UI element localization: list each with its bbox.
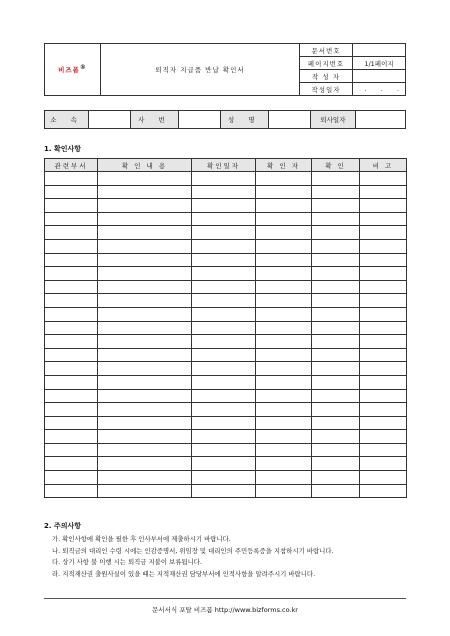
section-title-notes: 2. 주의사항	[44, 522, 82, 530]
table-cell[interactable]	[256, 294, 312, 308]
table-cell[interactable]	[98, 416, 192, 430]
check-table	[44, 158, 407, 498]
table-cell[interactable]	[360, 335, 407, 349]
table-cell[interactable]	[192, 484, 256, 498]
note-item: 가. 확인사항에 확인을 필한 후 인사부서에 제출하시기 바랍니다.	[52, 535, 231, 543]
table-cell[interactable]	[256, 348, 312, 362]
page-number-label: 페이지번호	[300, 57, 353, 70]
table-row	[45, 403, 407, 417]
column-header-confirm: 확 인	[312, 159, 360, 172]
table-cell[interactable]	[360, 457, 407, 471]
table-cell[interactable]	[45, 307, 98, 321]
table-cell[interactable]	[192, 416, 256, 430]
note-item: 라. 지적재산권 출원사실이 있을 때는 지적재산권 담당부서에 인적사항을 알려주시기 바랍니다.	[52, 569, 316, 578]
table-cell[interactable]	[192, 172, 256, 186]
logo-mark: ®	[79, 64, 87, 72]
document-header	[44, 43, 406, 96]
emp-no-field[interactable]	[178, 111, 220, 129]
table-cell[interactable]	[360, 403, 407, 417]
table-row	[45, 430, 407, 444]
table-cell[interactable]	[98, 335, 192, 349]
doc-number-label: 문서번호	[300, 44, 353, 57]
table-cell[interactable]	[192, 362, 256, 376]
table-cell[interactable]	[98, 471, 192, 485]
table-cell[interactable]	[98, 430, 192, 444]
table-cell[interactable]	[256, 375, 312, 389]
table-cell[interactable]	[256, 307, 312, 321]
check-table-body	[45, 172, 407, 498]
table-row	[45, 375, 407, 389]
column-header-remarks: 비 고	[360, 159, 407, 172]
table-cell[interactable]	[98, 267, 192, 281]
table-cell[interactable]	[256, 280, 312, 294]
table-cell[interactable]	[192, 239, 256, 253]
bizforms-logo	[45, 44, 101, 96]
doc-number-value[interactable]	[353, 44, 406, 57]
table-row	[45, 280, 407, 294]
table-cell[interactable]	[256, 430, 312, 444]
table-cell[interactable]	[312, 484, 360, 498]
table-row	[45, 457, 407, 471]
table-cell[interactable]	[360, 484, 407, 498]
table-row	[45, 389, 407, 403]
table-cell[interactable]	[312, 267, 360, 281]
table-cell[interactable]	[360, 253, 407, 267]
table-cell[interactable]	[360, 443, 407, 457]
table-cell[interactable]	[312, 212, 360, 226]
table-cell[interactable]	[312, 471, 360, 485]
table-cell[interactable]	[192, 457, 256, 471]
table-cell[interactable]	[256, 253, 312, 267]
table-cell[interactable]	[312, 307, 360, 321]
table-cell[interactable]	[98, 389, 192, 403]
table-cell[interactable]	[312, 321, 360, 335]
table-cell[interactable]	[45, 267, 98, 281]
dept-field[interactable]	[89, 111, 131, 129]
emp-no-label: 사 번	[130, 111, 178, 129]
column-header-department: 관련부서	[45, 159, 98, 172]
table-row	[45, 443, 407, 457]
table-row	[45, 321, 407, 335]
table-cell[interactable]	[192, 471, 256, 485]
table-cell[interactable]	[360, 416, 407, 430]
table-cell[interactable]	[192, 348, 256, 362]
table-cell[interactable]	[45, 484, 98, 498]
table-cell[interactable]	[98, 362, 192, 376]
table-cell[interactable]	[360, 239, 407, 253]
table-cell[interactable]	[312, 362, 360, 376]
table-cell[interactable]	[45, 212, 98, 226]
table-cell[interactable]	[192, 199, 256, 213]
table-cell[interactable]	[192, 280, 256, 294]
table-cell[interactable]	[256, 471, 312, 485]
table-row	[45, 212, 407, 226]
table-cell[interactable]	[312, 239, 360, 253]
table-cell[interactable]	[312, 457, 360, 471]
table-row	[45, 267, 407, 281]
table-cell[interactable]	[360, 375, 407, 389]
table-row	[45, 471, 407, 485]
table-cell[interactable]	[256, 212, 312, 226]
table-cell[interactable]	[192, 403, 256, 417]
column-header-checker: 확 인 자	[256, 159, 312, 172]
table-cell[interactable]	[256, 185, 312, 199]
table-cell[interactable]	[98, 199, 192, 213]
table-cell[interactable]	[98, 375, 192, 389]
table-cell[interactable]	[360, 294, 407, 308]
table-cell[interactable]	[98, 348, 192, 362]
table-cell[interactable]	[312, 226, 360, 240]
section-title-checks: 1. 확인사항	[44, 145, 82, 153]
notes-list	[52, 534, 334, 580]
author-value[interactable]	[353, 70, 406, 83]
table-cell[interactable]	[360, 471, 407, 485]
retire-date-field[interactable]	[356, 111, 406, 129]
table-cell[interactable]	[312, 389, 360, 403]
table-cell[interactable]	[45, 403, 98, 417]
check-table-header	[45, 159, 407, 172]
table-row	[45, 362, 407, 376]
table-cell[interactable]	[312, 172, 360, 186]
author-label: 작 성 자	[300, 70, 353, 83]
table-cell[interactable]	[192, 294, 256, 308]
logo-brand: 비즈폼	[58, 66, 80, 75]
table-cell[interactable]	[312, 335, 360, 349]
table-cell[interactable]	[45, 457, 98, 471]
table-cell[interactable]	[256, 321, 312, 335]
table-cell[interactable]	[360, 226, 407, 240]
name-label: 성 명	[220, 111, 268, 129]
footer-divider	[44, 598, 406, 599]
table-cell[interactable]	[45, 362, 98, 376]
table-cell[interactable]	[98, 321, 192, 335]
table-cell[interactable]	[256, 335, 312, 349]
table-cell[interactable]	[45, 199, 98, 213]
table-cell[interactable]	[192, 430, 256, 444]
dept-label: 소 속	[45, 111, 89, 129]
table-cell[interactable]	[360, 267, 407, 281]
table-cell[interactable]	[360, 389, 407, 403]
table-cell[interactable]	[360, 430, 407, 444]
table-cell[interactable]	[312, 185, 360, 199]
table-cell[interactable]	[45, 280, 98, 294]
table-cell[interactable]	[312, 199, 360, 213]
table-cell[interactable]	[45, 443, 98, 457]
note-item: 나. 퇴직금의 대리인 수령 시에는 인감증명서, 위임장 및 대리인의 주민등록증을 지참하시기 바랍니다.	[52, 546, 334, 555]
table-cell[interactable]	[256, 267, 312, 281]
table-row	[45, 294, 407, 308]
table-cell[interactable]	[98, 280, 192, 294]
created-date-label: 작성일자	[300, 83, 353, 96]
table-cell[interactable]	[312, 348, 360, 362]
table-cell[interactable]	[192, 389, 256, 403]
document-title: 퇴직자 지급품 반납 확인서	[101, 44, 300, 96]
table-cell[interactable]	[312, 443, 360, 457]
employee-info-table	[44, 110, 406, 129]
table-cell[interactable]	[98, 239, 192, 253]
table-cell[interactable]	[312, 280, 360, 294]
table-cell[interactable]	[312, 375, 360, 389]
table-cell[interactable]	[45, 335, 98, 349]
table-cell[interactable]	[45, 294, 98, 308]
table-cell[interactable]	[256, 389, 312, 403]
retire-date-label: 퇴사일자	[310, 111, 356, 129]
table-row	[45, 348, 407, 362]
table-cell[interactable]	[45, 172, 98, 186]
table-cell[interactable]	[312, 403, 360, 417]
column-header-check-date: 확인일자	[192, 159, 256, 172]
table-cell[interactable]	[192, 375, 256, 389]
table-cell[interactable]	[192, 321, 256, 335]
table-cell[interactable]	[98, 212, 192, 226]
table-cell[interactable]	[192, 253, 256, 267]
table-cell[interactable]	[360, 212, 407, 226]
page-number-value: 1/1페이지	[353, 57, 406, 70]
table-cell[interactable]	[98, 253, 192, 267]
table-cell[interactable]	[45, 253, 98, 267]
table-row	[45, 172, 407, 186]
table-cell[interactable]	[256, 403, 312, 417]
table-row	[45, 484, 407, 498]
table-cell[interactable]	[192, 335, 256, 349]
table-cell[interactable]	[256, 457, 312, 471]
table-cell[interactable]	[98, 185, 192, 199]
table-cell[interactable]	[98, 443, 192, 457]
table-cell[interactable]	[98, 403, 192, 417]
name-field[interactable]	[268, 111, 310, 129]
table-cell[interactable]	[256, 443, 312, 457]
table-cell[interactable]	[312, 416, 360, 430]
table-cell[interactable]	[98, 307, 192, 321]
table-cell[interactable]	[360, 280, 407, 294]
table-cell[interactable]	[312, 430, 360, 444]
table-cell[interactable]	[256, 362, 312, 376]
table-row	[45, 335, 407, 349]
created-date-value[interactable]: . . .	[353, 83, 406, 96]
table-row	[45, 239, 407, 253]
table-cell[interactable]	[360, 172, 407, 186]
table-cell[interactable]	[45, 185, 98, 199]
table-cell[interactable]	[360, 348, 407, 362]
table-row	[45, 416, 407, 430]
note-item: 다. 상기 사항 불 이행 시는 퇴직금 지불이 보류됩니다.	[52, 558, 202, 567]
table-row	[45, 199, 407, 213]
table-cell[interactable]	[256, 226, 312, 240]
table-cell[interactable]	[192, 212, 256, 226]
column-header-content: 확 인 내 용	[98, 159, 192, 172]
table-cell[interactable]	[98, 484, 192, 498]
table-cell[interactable]	[360, 321, 407, 335]
table-cell[interactable]	[256, 172, 312, 186]
table-cell[interactable]	[192, 226, 256, 240]
table-cell[interactable]	[360, 199, 407, 213]
table-cell[interactable]	[45, 321, 98, 335]
table-cell[interactable]	[360, 185, 407, 199]
table-row	[45, 226, 407, 240]
table-cell[interactable]	[192, 307, 256, 321]
table-cell[interactable]	[312, 294, 360, 308]
table-cell[interactable]	[98, 172, 192, 186]
table-cell[interactable]	[45, 239, 98, 253]
table-cell[interactable]	[360, 307, 407, 321]
table-cell[interactable]	[256, 484, 312, 498]
table-cell[interactable]	[45, 375, 98, 389]
table-cell[interactable]	[45, 389, 98, 403]
table-cell[interactable]	[98, 457, 192, 471]
table-cell[interactable]	[256, 199, 312, 213]
table-cell[interactable]	[360, 362, 407, 376]
table-cell[interactable]	[192, 185, 256, 199]
footer-text: 문서서식 포탈 비즈폼 http://www.bizforms.co.kr	[152, 606, 298, 614]
table-cell[interactable]	[45, 348, 98, 362]
table-row	[45, 307, 407, 321]
table-cell[interactable]	[192, 443, 256, 457]
table-cell[interactable]	[45, 416, 98, 430]
table-cell[interactable]	[312, 253, 360, 267]
table-cell[interactable]	[45, 430, 98, 444]
table-cell[interactable]	[98, 226, 192, 240]
table-cell[interactable]	[45, 226, 98, 240]
table-row	[45, 185, 407, 199]
table-row	[45, 253, 407, 267]
table-cell[interactable]	[256, 416, 312, 430]
table-cell[interactable]	[256, 239, 312, 253]
table-cell[interactable]	[192, 267, 256, 281]
table-cell[interactable]	[45, 471, 98, 485]
table-cell[interactable]	[98, 294, 192, 308]
